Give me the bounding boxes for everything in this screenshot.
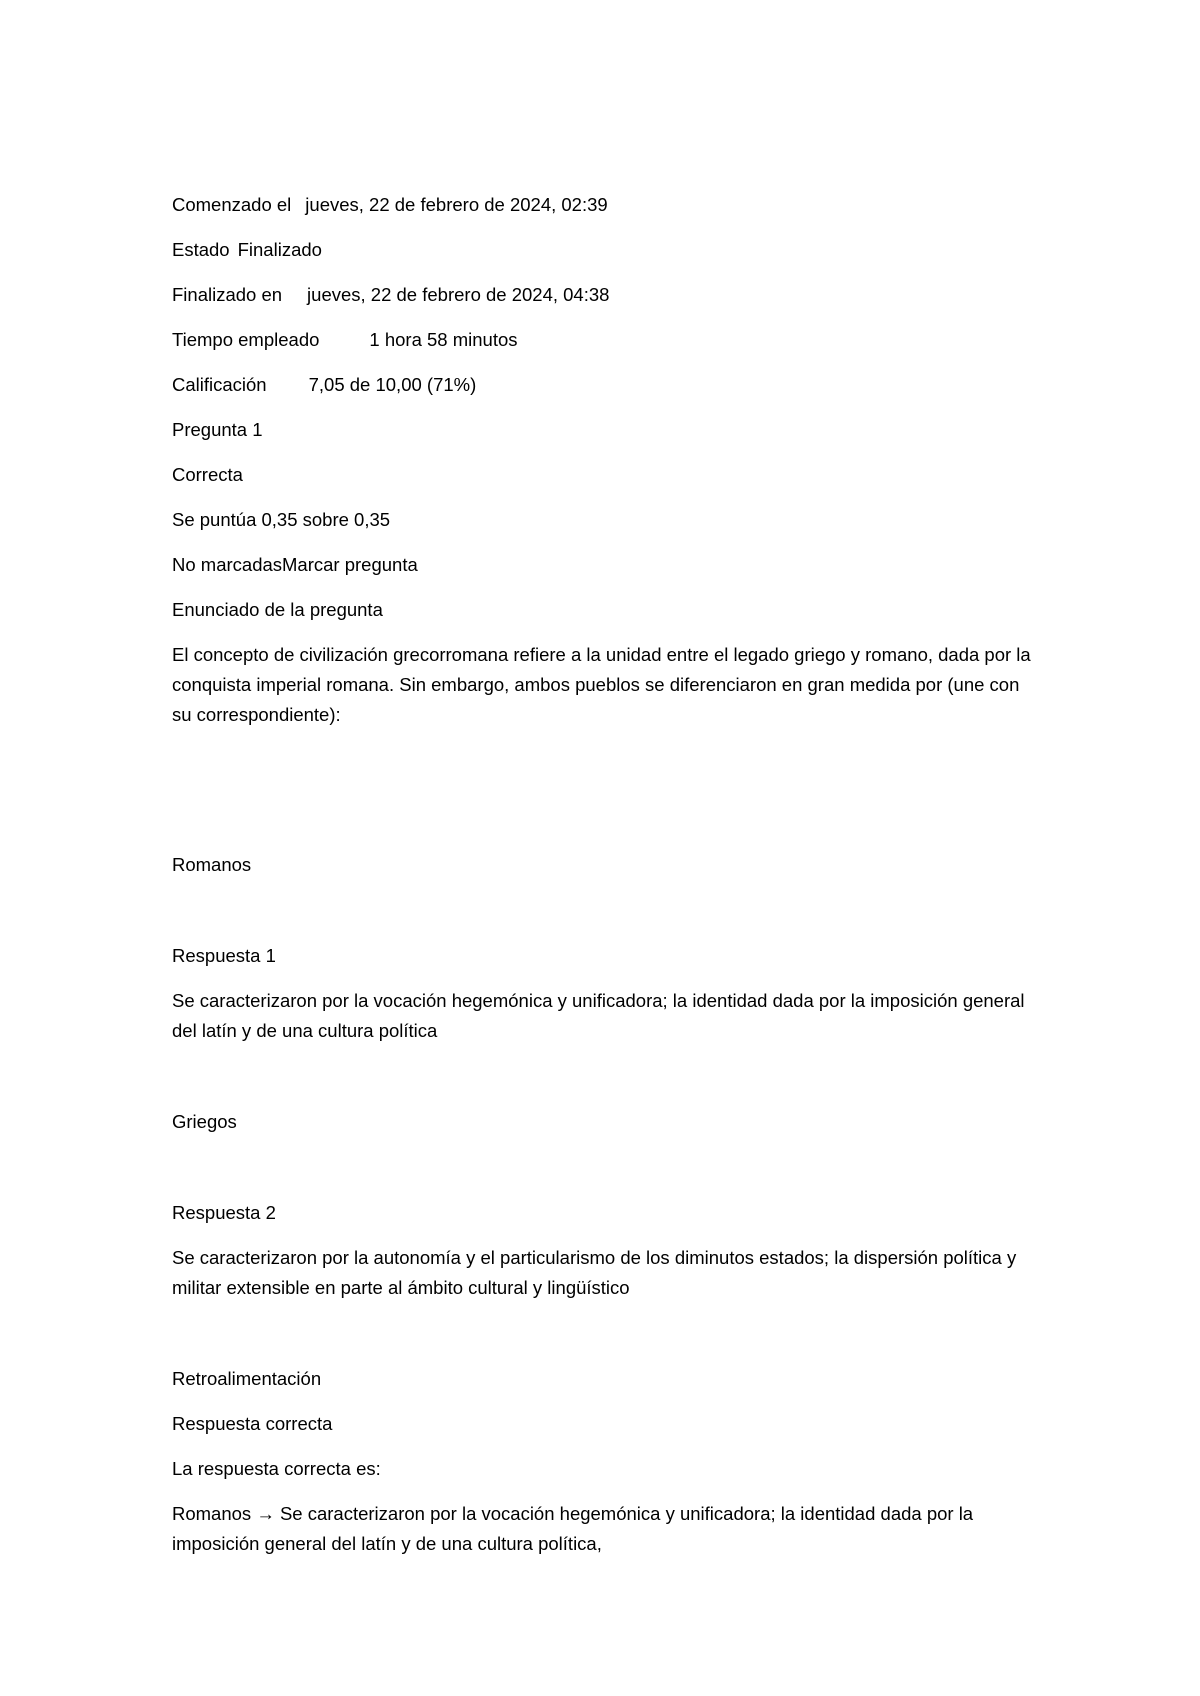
- state-row: [172, 235, 1032, 265]
- question-status: Correcta: [172, 464, 243, 485]
- grade-row: [172, 370, 1032, 400]
- feedback-result: Respuesta correcta: [172, 1413, 333, 1434]
- state-label: Estado: [172, 239, 230, 260]
- match-subject-griegos: Griegos: [172, 1111, 237, 1132]
- flag-question-link[interactable]: No marcadasMarcar pregunta: [172, 554, 418, 575]
- time-row: [172, 325, 1032, 355]
- feedback-correct-answer: Romanos → Se caracterizaron por la vocación hegemónica y unificadora; la identidad dada por la imposición general del latín y de una cultura política,: [172, 1503, 974, 1554]
- answer-label-1: Respuesta 1: [172, 945, 276, 966]
- time-label: Tiempo empleado: [172, 329, 320, 350]
- started-label: Comenzado el: [172, 194, 292, 215]
- answer-label-2: Respuesta 2: [172, 1202, 276, 1223]
- grade-value: 7,05 de 10,00 (71%): [308, 374, 477, 395]
- answer-select-2[interactable]: Se caracterizaron por la autonomía y el particularismo de los diminutos estados; la dispersión política y militar extensible en parte al ámbito cultural y lingüístico: [172, 1247, 1017, 1298]
- grade-label: Calificación: [172, 374, 267, 395]
- match-subject-romanos: Romanos: [172, 854, 252, 875]
- started-value: jueves, 22 de febrero de 2024, 02:39: [305, 194, 608, 215]
- finished-row: [172, 280, 1032, 310]
- started-row: [172, 190, 1032, 220]
- statement-label: Enunciado de la pregunta: [172, 599, 383, 620]
- quiz-review: [172, 190, 1032, 1559]
- finished-label: Finalizado en: [172, 284, 283, 305]
- question-title: Pregunta 1: [172, 419, 263, 440]
- time-value: 1 hora 58 minutos: [369, 329, 518, 350]
- question-score: Se puntúa 0,35 sobre 0,35: [172, 509, 391, 530]
- state-value: Finalizado: [237, 239, 322, 260]
- finished-value: jueves, 22 de febrero de 2024, 04:38: [307, 284, 610, 305]
- answer-select-1[interactable]: Se caracterizaron por la vocación hegemónica y unificadora; la identidad dada por la imposición general del latín y de una cultura política: [172, 990, 1025, 1041]
- feedback-correct-intro: La respuesta correcta es:: [172, 1458, 381, 1479]
- question-statement: El concepto de civilización grecorromana refiere a la unidad entre el legado griego y romano, dada por la conquista imperial romana. Sin embargo, ambos pueblos se diferenciaron en gran medida por (une con su correspondiente):: [172, 644, 1031, 725]
- feedback-title: Retroalimentación: [172, 1368, 322, 1389]
